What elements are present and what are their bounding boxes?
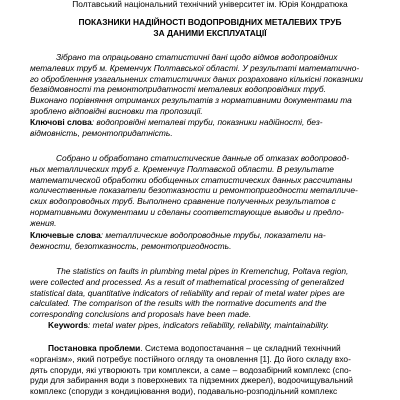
- abstract-en-line: calculated. The comparison of the results with the normative documents and the: [30, 298, 327, 309]
- abstract-ru-line: Собрано и обработано статистические данные об отказах водопровод-: [56, 153, 350, 163]
- abstract-ru-line: количественные показатели безотказности и ремонтопригодности металличе-: [30, 185, 358, 196]
- abstract-russian: [30, 153, 370, 229]
- problem-line: дять споруди, які утворюють три комплекси, а саме – водозабірний комплекс (спо-: [30, 364, 352, 375]
- abstract-en-line: were collected and processed. As a result of mathematical processing of generalized: [30, 276, 344, 287]
- keywords-en-label: Keywords: [48, 319, 89, 330]
- problem-line: комплекс (споруди з кондиціювання води), подавально-розподільний комплекс: [30, 386, 338, 397]
- problem-label: Постановка проблеми: [48, 343, 141, 353]
- abstract-ua-line: безвідмовності та ремонтопридатності металевих водопровідних труб.: [30, 84, 326, 95]
- title-line-2: ЗА ДАНИМИ ЕКСПЛУАТАЦІЇ: [153, 28, 267, 38]
- paper-title: [30, 17, 390, 39]
- keywords-ru-label: Ключевые слова: [30, 230, 101, 240]
- problem-statement: [30, 343, 370, 397]
- problem-line: «організм», який потребує постійного огляду та оновлення [1]. До його складу вхо-: [30, 353, 351, 364]
- title-line-1: ПОКАЗНИКИ НАДІЙНОСТІ ВОДОПРОВІДНИХ МЕТАЛЕВИХ ТРУБ: [78, 17, 342, 27]
- keywords-russian: [30, 230, 370, 252]
- abstract-ua-line: го обробленння узагальнених статистичних даних розраховано кількісні показники: [30, 73, 363, 84]
- abstract-ru-line: математической обработки обобщенных статистических данных рассчитаны: [30, 174, 353, 185]
- abstract-ru-line: нормативными документами и сделаны соответствующие выводы и предло-: [30, 206, 344, 217]
- abstract-en-line: statistical data, quantitative indicators of reliability and repair of metal water pipes are: [30, 287, 345, 298]
- abstract-ua-line: металевих труб м. Кременчук Полтавської області. У результаті математично-: [30, 62, 360, 73]
- keywords-ukrainian: [30, 117, 370, 139]
- abstract-ua-line: Виконано порівняння отриманих результатів з нормативними документами та: [30, 95, 352, 106]
- keywords-ua-text: відмовність, ремонтопридатність.: [30, 127, 173, 138]
- keywords-ua-label: Ключові слова: [30, 117, 92, 127]
- abstract-ukrainian: [30, 52, 370, 117]
- abstract-ru-line: ских водопроводных труб. Выполнено сравнение полученных результатов с: [30, 196, 336, 207]
- abstract-ru-line: ных металлических труб г. Кременчуг Полтавской области. В результате: [30, 163, 334, 174]
- abstract-en-line: The statistics on faults in plumbing metal pipes in Kremenchug, Poltava region,: [56, 266, 349, 276]
- abstract-ua-line: зроблено відповідні висновки та пропозиції.: [30, 105, 203, 116]
- affiliation: Полтавський національний технічний університет ім. Юрія Кондратюка: [72, 0, 348, 9]
- keywords-ua-text: : водопровідні металеві труби, показники надійності, без-: [91, 117, 323, 127]
- problem-line: . Система водопостачання – це складний технічний: [140, 343, 341, 353]
- keywords-ru-text: : металлические водопроводные трубы, показатели на-: [100, 230, 326, 240]
- abstract-en-line: corresponding conclusions and proposals have been made.: [30, 309, 252, 320]
- keywords-en-text: : metal water pipes, indicators reliability, reliability, maintainability.: [88, 319, 330, 330]
- abstract-english: [30, 266, 370, 331]
- keywords-ru-text: дежности, безотказность, ремонтопригодность.: [30, 240, 232, 251]
- problem-line: руди для забирання води з поверхневих та підземних джерел), водоочищувальний: [30, 375, 353, 386]
- abstract-ru-line: жения.: [30, 217, 57, 228]
- abstract-ua-line: Зібрано та опрацьовано статистичні дані щодо відмов водопровідних: [56, 52, 338, 62]
